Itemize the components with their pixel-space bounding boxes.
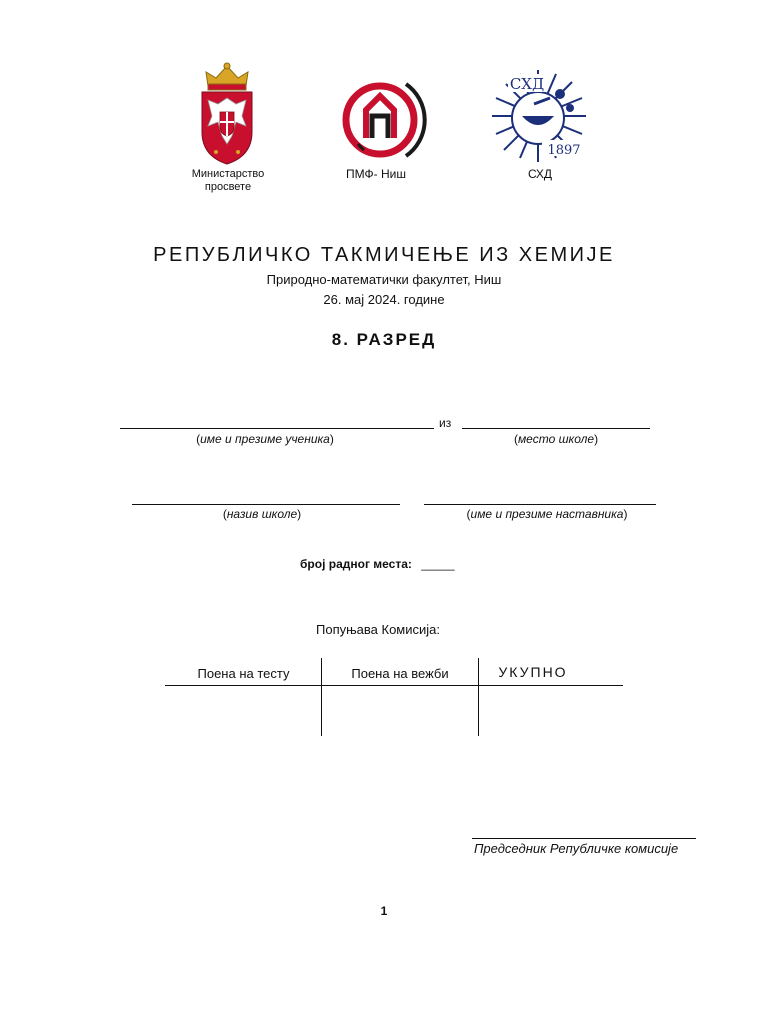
table-header-rule [165,685,623,686]
page-number: 1 [380,904,388,918]
ministry-caption [178,168,278,194]
teacher-name-hint: (име и презиме наставника) [466,507,628,521]
shd-emblem-icon [490,68,590,164]
competition-date: 26. мај 2024. године [323,292,445,307]
crown-shield-icon [196,60,258,168]
exercise-points-cell[interactable] [323,688,477,734]
from-word: из [439,416,452,430]
workplace-label: број радног места: [300,557,412,571]
school-place-hint: (место школе) [513,432,599,446]
teacher-name-line[interactable] [424,504,656,505]
student-name-hint: (име и презиме ученика) [196,432,334,446]
shd-mark-letters: СХД [509,75,545,93]
test-points-cell[interactable] [166,688,320,734]
total-header: УКУПНО [498,664,568,680]
student-name-line[interactable] [120,428,434,429]
shd-mark-year: 1897 [547,143,581,158]
pmf-nis-logo [336,70,432,166]
ministry-caption-line1: Министарство [191,168,265,180]
school-name-line[interactable] [132,504,400,505]
table-divider-1 [321,658,322,736]
test-points-header: Поена на тесту [197,666,290,681]
competition-title: РЕПУБЛИЧКО ТАКМИЧЕЊЕ ИЗ ХЕМИЈЕ [153,244,615,266]
pmf-caption: ПМФ- Ниш [346,167,406,181]
school-name-hint: (назив школе) [222,507,302,521]
shd-logo [490,68,590,164]
shd-caption: СХД [527,167,553,181]
exercise-points-header: Поена на вежби [351,666,449,681]
workplace-blank[interactable]: _____ [421,557,455,571]
table-divider-2 [478,658,479,736]
ministry-caption-line2: просвете [204,181,252,193]
serbia-coat-of-arms-logo [196,60,258,168]
total-points-cell[interactable] [480,688,622,734]
signature-label: Председник Републичке комисије [474,841,679,856]
workplace-number-row [300,557,455,571]
faculty-subtitle: Природно-математички факултет, Ниш [266,272,502,287]
school-place-line[interactable] [462,428,650,429]
pmf-emblem-icon [336,70,432,166]
commission-label: Попуњава Комисија: [316,622,441,637]
signature-line[interactable] [472,838,696,839]
grade-heading: 8. РАЗРЕД [331,330,437,349]
